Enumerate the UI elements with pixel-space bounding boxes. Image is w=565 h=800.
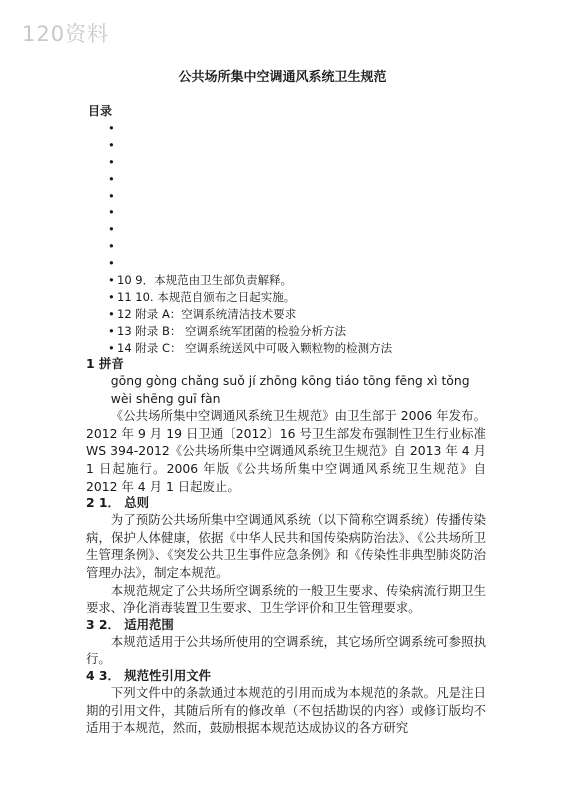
- table-of-contents: [108, 120, 392, 356]
- bullet-icon: •: [108, 154, 115, 169]
- document-title: 公共场所集中空调通风系统卫生规范: [178, 70, 387, 85]
- toc-item[interactable]: [108, 154, 392, 171]
- paragraph: 下列文件中的条款通过本规范的引用而成为本规范的条款。凡是注日期的引用文件，其随后所有的修改单（不包括勘误的内容）或修订版均不适用于本规范，然而，鼓励根据本规范达成协议的各方研究: [86, 684, 486, 736]
- toc-item[interactable]: [108, 255, 392, 272]
- bullet-icon: •: [108, 273, 115, 288]
- toc-item[interactable]: [108, 323, 392, 340]
- toc-item-label: 12 附录 A：空调系统清洁技术要求: [117, 306, 297, 321]
- toc-item[interactable]: [108, 272, 392, 289]
- bullet-icon: •: [108, 205, 115, 220]
- toc-item[interactable]: [108, 238, 392, 255]
- toc-item[interactable]: [108, 289, 392, 306]
- bullet-icon: •: [108, 222, 115, 237]
- paragraph: 本规范规定了公共场所空调系统的一般卫生要求、传染病流行期卫生要求、净化消毒装置卫生要求、卫生学评价和卫生管理要求。: [86, 582, 486, 616]
- toc-item[interactable]: [108, 188, 392, 205]
- section-heading: 1 拼音: [86, 356, 124, 371]
- bullet-icon: •: [108, 306, 115, 321]
- watermark: 120资料: [22, 22, 110, 46]
- toc-item-label: 11 10. 本规范自颁布之日起实施。: [117, 289, 296, 304]
- bullet-icon: •: [108, 323, 115, 338]
- toc-item[interactable]: [108, 120, 392, 137]
- paragraph: 《公共场所集中空调通风系统卫生规范》由卫生部于 2006 年发布。2012 年 9 月 19 日卫通〔2012〕16 号卫生部发布强制性卫生行业标准 WS 394-2012《公共场所集中空调通风系统卫生规范》自 2013 年 4 月 1 日起施行。2006 年版《公共场所集中空调通风系统卫生规范》自 2012 年 4 月 1 日起废止。: [86, 408, 486, 494]
- bullet-icon: •: [108, 121, 115, 135]
- paragraph: 本规范适用于公共场所使用的空调系统，其它场所空调系统可参照执行。: [86, 633, 486, 667]
- bullet-icon: •: [108, 256, 115, 271]
- section-heading: 3 2． 适用范围: [86, 616, 174, 632]
- toc-item[interactable]: [108, 306, 392, 323]
- toc-item[interactable]: [108, 221, 392, 238]
- toc-item-label: 10 9．本规范由卫生部负责解释。: [117, 273, 293, 288]
- bullet-icon: •: [108, 239, 115, 254]
- bullet-icon: •: [108, 289, 115, 304]
- bullet-icon: •: [108, 340, 115, 355]
- toc-item-label: 14 附录 C： 空调系统送风中可吸入颗粒物的检测方法: [117, 340, 393, 355]
- toc-item[interactable]: [108, 204, 392, 221]
- toc-heading: 目录: [88, 104, 113, 118]
- toc-item-label: 13 附录 B： 空调系统军团菌的检验分析方法: [117, 323, 346, 338]
- toc-item[interactable]: [108, 171, 392, 188]
- document-body: [86, 356, 486, 737]
- bullet-icon: •: [108, 137, 115, 152]
- bullet-icon: •: [108, 171, 115, 186]
- toc-item[interactable]: [108, 340, 392, 357]
- section-heading: 4 3． 规范性引用文件: [86, 667, 211, 683]
- bullet-icon: •: [108, 188, 115, 203]
- section-heading: 2 1． 总则: [86, 495, 150, 511]
- paragraph: 为了预防公共场所集中空调通风系统（以下简称空调系统）传播传染病，保护人体健康，依据《中华人民共和国传染病防治法》、《公共场所卫生管理条例》、《突发公共卫生事件应急条例》和《传染性非典型肺炎防治管理办法》，制定本规范。: [86, 512, 486, 580]
- toc-item[interactable]: [108, 137, 392, 154]
- pinyin-text: gōng gòng chǎng suǒ jí zhōng kōng tiáo tōng fēng xì tǒng wèi shēng guī fàn: [110, 373, 470, 406]
